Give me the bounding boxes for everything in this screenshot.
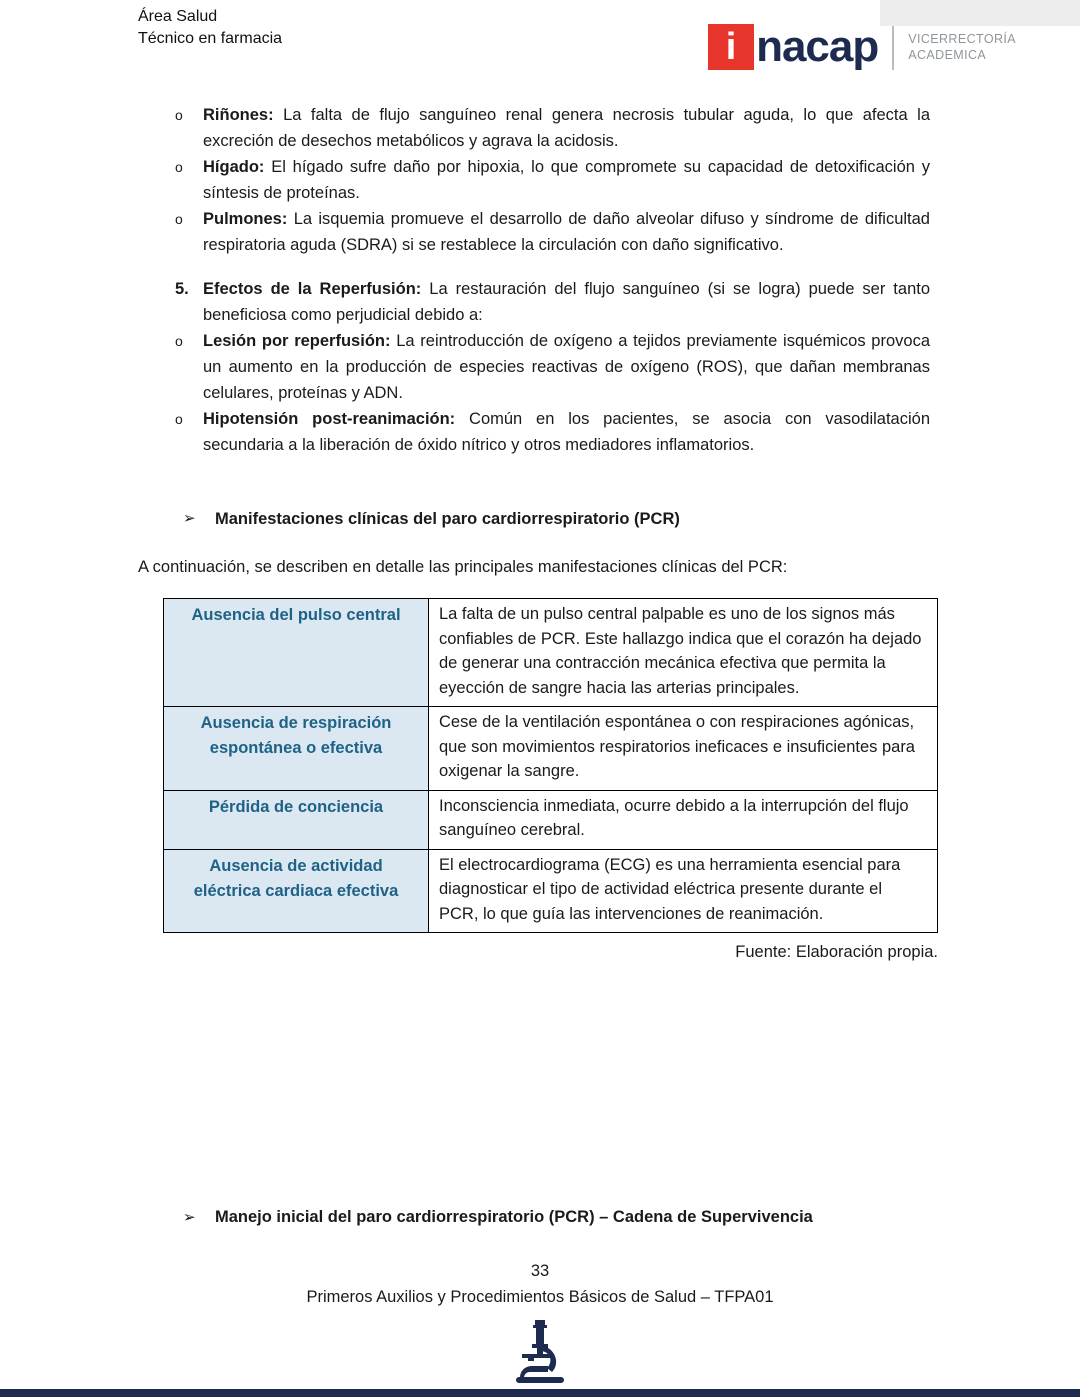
numbered-item-lead: Efectos de la Reperfusión: <box>203 280 422 298</box>
logo-subtitle <box>908 31 1016 63</box>
footer-course-title: Primeros Auxilios y Procedimientos Básicos de Salud – TFPA01 <box>306 1288 774 1306</box>
page-number: 33 <box>530 1262 550 1280</box>
list-item-pulmones <box>138 206 930 258</box>
list-item-body: La falta de flujo sanguíneo renal genera necrosis tubular aguda, lo que afecta la excreción de desechos metabólicos y agrava la acidosis. <box>203 106 930 150</box>
bullet-marker: o <box>175 411 183 427</box>
list-item-lead: Hígado: <box>203 158 265 176</box>
list-item-lead: Pulmones: <box>203 210 288 228</box>
section-heading-text: Manejo inicial del paro cardiorrespiratorio (PCR) – Cadena de Supervivencia <box>215 1208 813 1226</box>
numbered-item-reperfusion <box>138 276 930 328</box>
inacap-logo <box>708 24 1016 70</box>
table-row-label: Ausencia del pulso central <box>164 599 429 707</box>
list-item-hipotension <box>138 406 930 458</box>
list-item-lead: Riñones: <box>203 106 274 124</box>
table-row-label: Ausencia de respiración espontánea o efectiva <box>164 707 429 791</box>
list-item-body: Común en los pacientes, se asocia con vasodilatación secundaria a la liberación de óxido nítrico y otros mediadores inflamatorios. <box>203 410 931 454</box>
logo-subtitle-line2: ACADEMICA <box>908 48 987 62</box>
inacap-logo-i: i <box>725 25 737 68</box>
numbered-item-body: La restauración del flujo sanguíneo (si se logra) puede ser tanto beneficiosa como perjudicial debido a: <box>203 280 931 324</box>
table-row-label: Pérdida de conciencia <box>164 790 429 849</box>
list-item-lead: Lesión por reperfusión: <box>203 332 391 350</box>
microscope-icon <box>514 1320 566 1384</box>
header-area: Área Salud <box>138 8 218 25</box>
top-right-shade <box>880 0 1080 26</box>
list-item-text <box>203 206 930 258</box>
bullet-marker: o <box>175 159 183 175</box>
table-row <box>164 849 938 933</box>
section-heading-manifestaciones <box>183 506 930 532</box>
bullet-marker: o <box>175 107 183 123</box>
table-row-description: Inconsciencia inmediata, ocurre debido a la interrupción del flujo sanguíneo cerebral. <box>429 790 938 849</box>
list-item-text <box>203 328 930 406</box>
header-titles <box>138 6 282 50</box>
pcr-manifestations-table <box>163 598 938 933</box>
footer-icon-wrap <box>0 1320 1080 1384</box>
table-row <box>164 707 938 791</box>
bottom-accent-bar <box>0 1389 1080 1397</box>
list-item-text <box>203 154 930 206</box>
list-item-body: La isquemia promueve el desarrollo de daño alveolar difuso y síndrome de dificultad respiratoria aguda (SDRA) si se restablece la circulación con daño significativo. <box>203 210 930 254</box>
section-heading-manejo-inicial <box>183 1208 960 1227</box>
inacap-red-square-icon <box>708 24 754 70</box>
table-row-description: Cese de la ventilación espontánea o con respiraciones agónicas, que son movimientos respiratorios ineficaces e insuficientes para oxigenar la sangre. <box>429 707 938 791</box>
table-row <box>164 599 938 707</box>
list-item-body: El hígado sufre daño por hipoxia, lo que compromete su capacidad de detoxificación y síntesis de proteínas. <box>203 158 930 202</box>
list-item-lead: Hipotensión post-reanimación: <box>203 410 456 428</box>
inacap-wordmark <box>708 24 878 70</box>
arrow-bullet-icon: ➢ <box>183 510 196 527</box>
list-item-higado <box>138 154 930 206</box>
arrow-bullet-icon: ➢ <box>183 1209 196 1226</box>
number-marker: 5. <box>175 280 189 298</box>
section-heading-text: Manifestaciones clínicas del paro cardiorrespiratorio (PCR) <box>215 510 680 528</box>
bullet-marker: o <box>175 211 183 227</box>
logo-subtitle-line1: VICERRECTORÍA <box>908 32 1016 46</box>
logo-divider <box>892 24 894 70</box>
table-row-label: Ausencia de actividad eléctrica cardiaca efectiva <box>164 849 429 933</box>
inacap-logo-text: nacap <box>756 22 879 71</box>
list-item-text <box>203 406 930 458</box>
table-row-description: La falta de un pulso central palpable es uno de los signos más confiables de PCR. Este hallazgo indica que el corazón ha dejado de generar una contracción mecánica efectiva que permita la eyección de sangre hacia las arterias principales. <box>429 599 938 707</box>
table-row-description: El electrocardiograma (ECG) es una herramienta esencial para diagnosticar el tipo de actividad eléctrica presente durante el PCR, lo que guía las intervenciones de reanimación. <box>429 849 938 933</box>
list-item-body: La reintroducción de oxígeno a tejidos previamente isquémicos provoca un aumento en la producción de especies reactivas de oxígeno (ROS), que dañan membranas celulares, proteínas y ADN. <box>203 332 931 402</box>
numbered-item-text <box>203 276 930 328</box>
list-item-rinones <box>138 102 930 154</box>
intro-paragraph: A continuación, se describen en detalle las principales manifestaciones clínicas del PCR: <box>138 558 788 576</box>
document-body <box>0 102 1080 965</box>
bullet-marker: o <box>175 333 183 349</box>
list-item-lesion-reperfusion <box>138 328 930 406</box>
table-row <box>164 790 938 849</box>
list-item-text <box>203 102 930 154</box>
header-program: Técnico en farmacia <box>138 30 283 47</box>
table-source: Fuente: Elaboración propia. <box>735 943 938 961</box>
